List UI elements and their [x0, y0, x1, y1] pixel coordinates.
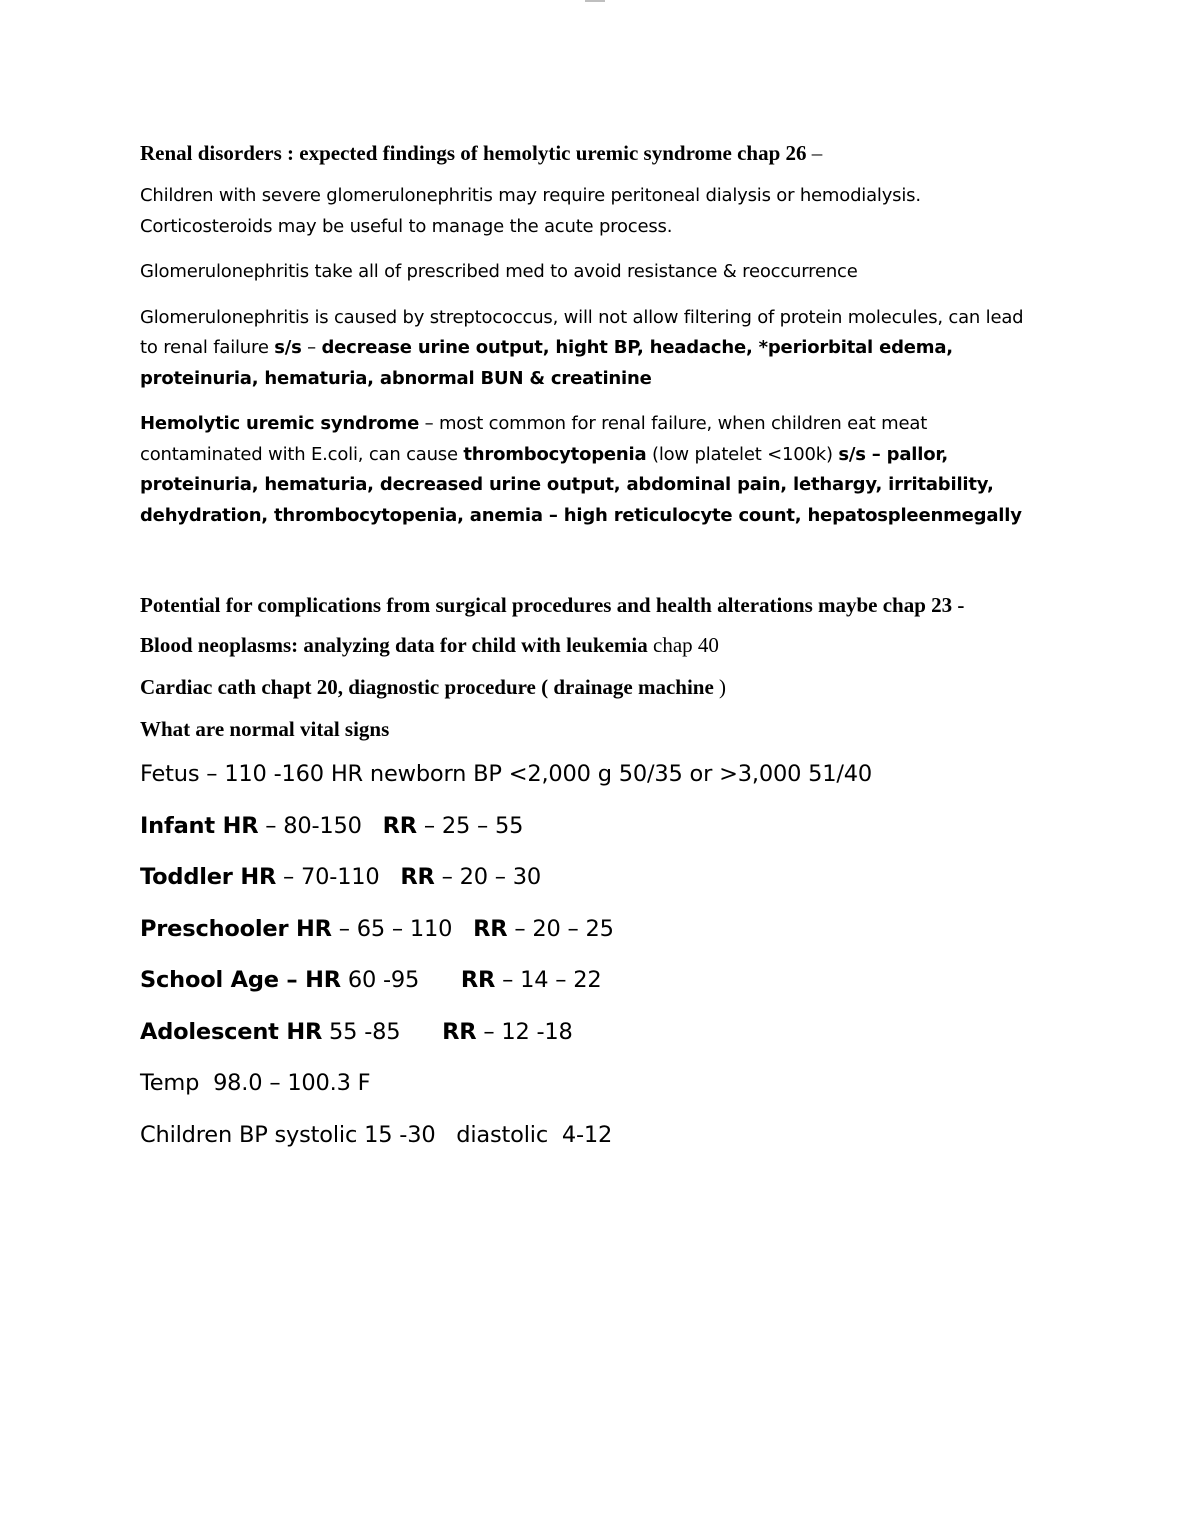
- blood-heading-chap: chap 40: [647, 633, 719, 657]
- toddler-label: Toddler HR: [140, 864, 277, 890]
- infant-rr: – 25 – 55: [416, 812, 524, 839]
- renal-heading: [140, 137, 1040, 169]
- blood-neoplasms-heading: [140, 629, 1040, 661]
- toddler-rr-label: RR: [400, 864, 435, 890]
- infant-hr: – 80-150: [258, 812, 383, 839]
- page-top-mark: [585, 0, 605, 2]
- hus-label: Hemolytic uremic syndrome: [140, 413, 420, 434]
- adolescent-rr: – 12 -18: [476, 1018, 573, 1045]
- glomerulo-ss-list: decrease urine output, hight BP, headache, *periorbital edema, proteinuria, hematuria, abnormal BUN & creatinine: [140, 337, 953, 389]
- cardiac-cath-heading: [140, 671, 1040, 703]
- preschooler-vitals: [140, 912, 1040, 946]
- vital-signs-heading-text: What are normal vital signs: [140, 717, 390, 741]
- adolescent-rr-label: RR: [442, 1018, 477, 1045]
- blood-heading-bold: Blood neoplasms: analyzing data for child with leukemia: [140, 633, 648, 657]
- glomerulonephritis-paragraph: [140, 303, 1040, 395]
- complications-heading-text: Potential for complications from surgical procedures and health alterations maybe chap 23 -: [140, 593, 965, 617]
- hus-text-1: – most common for renal failure, when children eat meat contaminated with E.coli, can cause: [140, 413, 928, 465]
- preschooler-rr: – 20 – 25: [507, 915, 614, 942]
- complications-heading: [140, 589, 1040, 621]
- hus-paragraph: [140, 409, 1040, 531]
- preschooler-rr-label: RR: [473, 915, 508, 942]
- section-gap: [140, 546, 1040, 589]
- fetus-vitals: Fetus – 110 -160 HR newborn BP <2,000 g 50/35 or >3,000 51/40: [140, 761, 872, 787]
- adolescent-label: Adolescent HR: [140, 1018, 323, 1045]
- children-bp-vitals: Children BP systolic 15 -30 diastolic 4-12: [140, 1121, 613, 1148]
- dialysis-paragraph: Children with severe glomerulonephritis may require peritoneal dialysis or hemodialysis. Corticosteroids may be useful to manage the acute process.: [140, 185, 921, 237]
- school-age-label: School Age – HR: [140, 967, 341, 993]
- infant-vitals: [140, 809, 1040, 843]
- toddler-rr: – 20 – 30: [434, 864, 542, 890]
- vital-signs-heading: [140, 713, 1040, 745]
- school-age-rr: – 14 – 22: [495, 967, 602, 993]
- infant-label: Infant HR: [140, 812, 259, 839]
- hus-text-2: (low platelet <100k): [646, 443, 839, 465]
- glomerulo-text: Glomerulonephritis is caused by streptococcus, will not allow filtering of protein molecules, can lead to renal failure: [140, 306, 1024, 358]
- infant-rr-label: RR: [382, 812, 417, 839]
- renal-heading-dash: –: [806, 141, 823, 165]
- preschooler-label: Preschooler HR: [140, 915, 332, 942]
- document-body: [140, 137, 1040, 1169]
- renal-heading-bold: Renal disorders : expected findings of hemolytic uremic syndrome chap 26: [140, 141, 807, 165]
- glomerulo-ss-label: s/s: [274, 337, 302, 358]
- cardiac-heading-bold: Cardiac cath chapt 20, diagnostic procedure ( drainage machine: [140, 675, 714, 699]
- adolescent-vitals: [140, 1015, 1040, 1049]
- glomerulo-dash: –: [301, 337, 322, 358]
- toddler-hr: – 70-110: [276, 864, 401, 890]
- adolescent-hr: 55 -85: [322, 1018, 443, 1045]
- preschooler-hr: – 65 – 110: [331, 915, 474, 942]
- school-age-vitals: [140, 963, 1040, 997]
- hus-ss-list: s/s – pallor, proteinuria, hematuria, decreased urine output, abdominal pain, lethargy, irritability, dehydration, thrombocytopenia, anemia – high reticulocyte count, hepatospleenmegally: [140, 443, 1022, 526]
- temp-vitals: Temp 98.0 – 100.3 F: [140, 1070, 371, 1096]
- cardiac-heading-paren: ): [713, 675, 727, 699]
- toddler-vitals: [140, 860, 1040, 894]
- meds-paragraph: Glomerulonephritis take all of prescribed med to avoid resistance & reoccurrence: [140, 261, 858, 282]
- hus-thrombocytopenia: thrombocytopenia: [463, 443, 647, 465]
- school-age-rr-label: RR: [460, 967, 496, 993]
- school-age-hr: 60 -95: [340, 967, 461, 993]
